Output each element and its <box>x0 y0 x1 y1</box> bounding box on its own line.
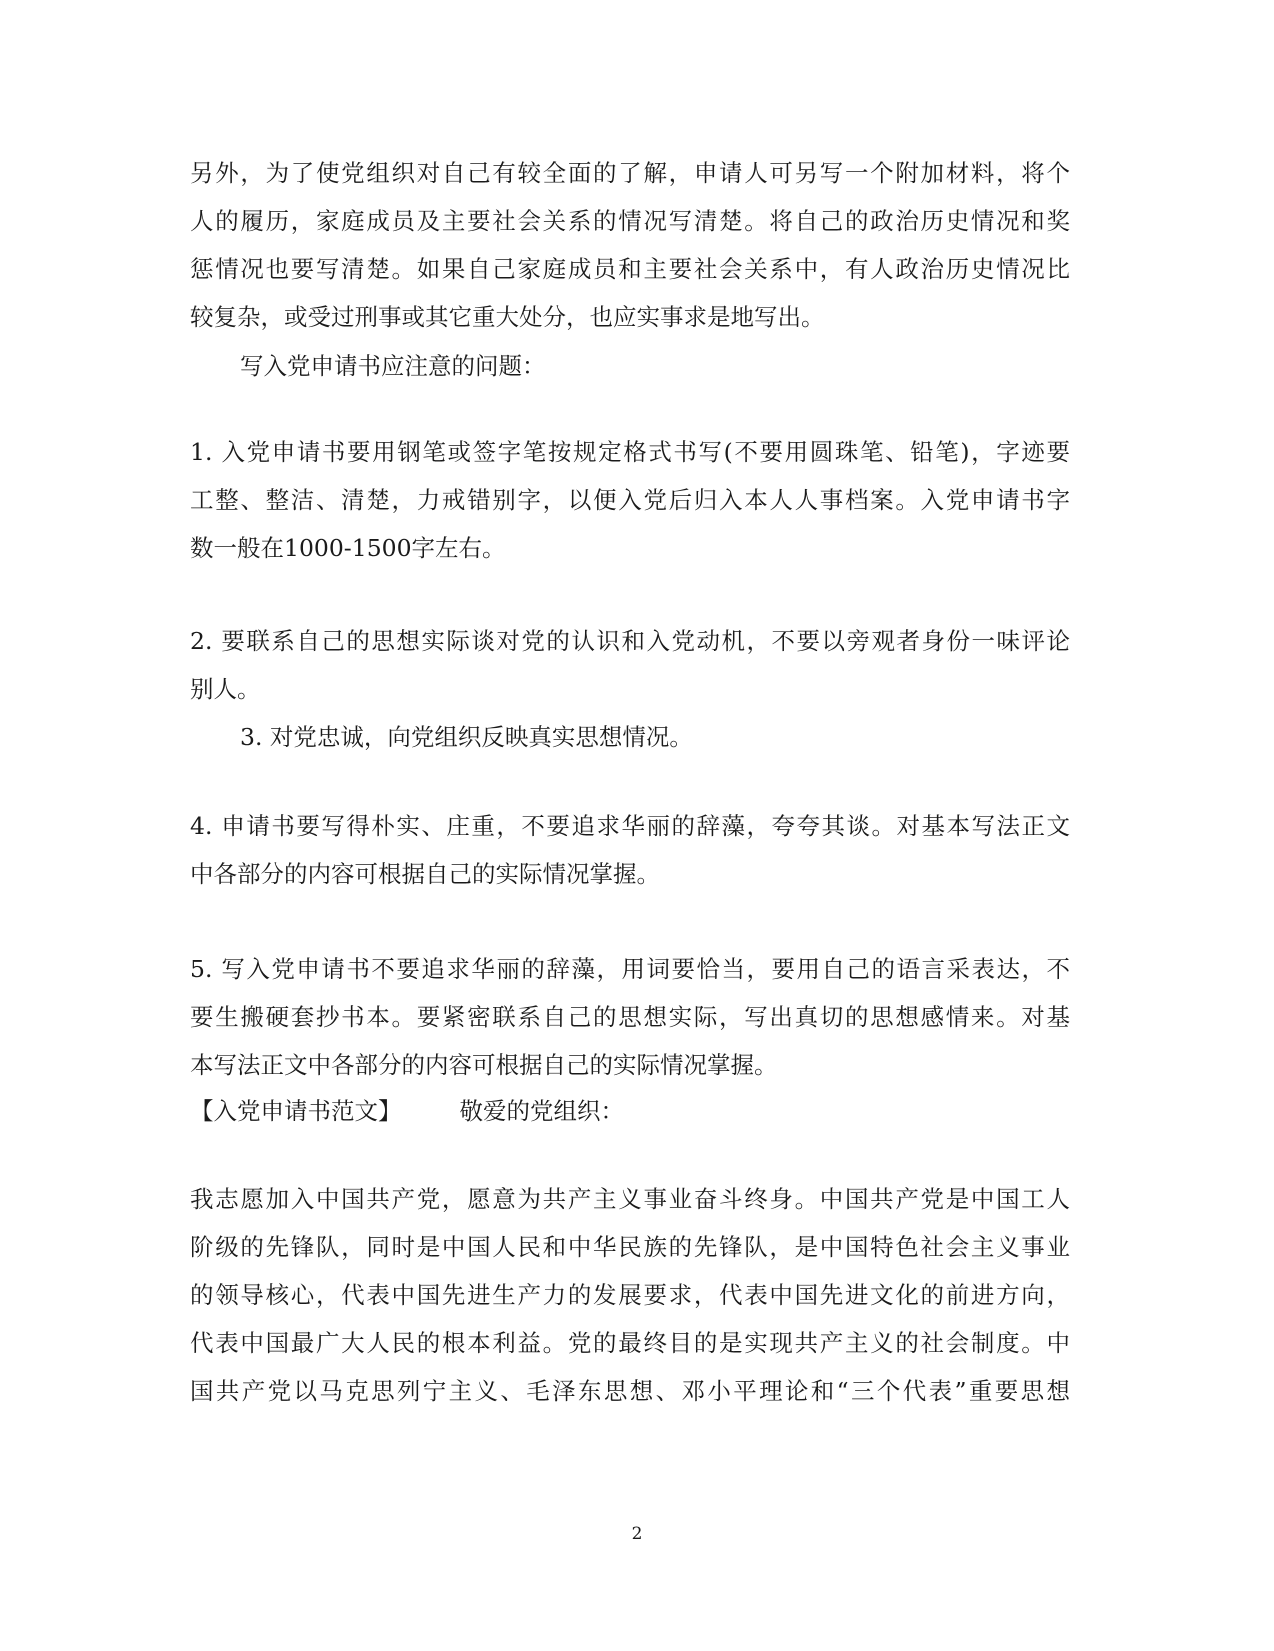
item-5-line-3: 本写法正文中各部分的内容可根据自己的实际情况掌握。 <box>190 1051 778 1079</box>
notice-heading: 写入党申请书应注意的问题： <box>240 352 546 380</box>
paragraph-1-line-2: 人的履历，家庭成员及主要社会关系的情况写清楚。将自己的政治历史情况和奖 <box>190 207 1070 235</box>
final-paragraph-line-3: 的领导核心，代表中国先进生产力的发展要求，代表中国先进文化的前进方向， <box>190 1281 1070 1309</box>
paragraph-1-line-3: 惩情况也要写清楚。如果自己家庭成员和主要社会关系中，有人政治历史情况比 <box>190 255 1070 283</box>
paragraph-1-line-4: 较复杂，或受过刑事或其它重大处分，也应实事求是地写出。 <box>190 303 825 331</box>
item-4-line-1: 4. 申请书要写得朴实、庄重，不要追求华丽的辞藻，夸夸其谈。对基本写法正文 <box>190 812 1070 840</box>
item-4-line-2: 中各部分的内容可根据自己的实际情况掌握。 <box>190 860 660 888</box>
final-paragraph-line-5: 国共产党以马克思列宁主义、毛泽东思想、邓小平理论和“三个代表”重要思想 <box>190 1377 1070 1405</box>
item-1-line-3: 数一般在1000-1500字左右。 <box>190 534 506 562</box>
final-paragraph-line-2: 阶级的先锋队，同时是中国人民和中华民族的先锋队，是中国特色社会主义事业 <box>190 1233 1070 1261</box>
item-5-line-2: 要生搬硬套抄书本。要紧密联系自己的思想实际，写出真切的思想感情来。对基 <box>190 1003 1070 1031</box>
item-1-line-1: 1. 入党申请书要用钢笔或签字笔按规定格式书写(不要用圆珠笔、铅笔)，字迹要 <box>190 438 1070 466</box>
sample-heading <box>190 1096 1070 1126</box>
page-number: 2 <box>631 1524 643 1544</box>
final-paragraph-line-4: 代表中国最广大人民的根本利益。党的最终目的是实现共产主义的社会制度。中 <box>190 1329 1070 1357</box>
salutation: 敬爱的党组织： <box>459 1097 624 1125</box>
item-2-line-1: 2. 要联系自己的思想实际谈对党的认识和入党动机，不要以旁观者身份一味评论 <box>190 627 1070 655</box>
item-3: 3. 对党忠诚，向党组织反映真实思想情况。 <box>240 723 693 751</box>
sample-label: 【入党申请书范文】 <box>190 1097 402 1125</box>
item-1-line-2: 工整、整洁、清楚，力戒错别字，以便入党后归入本人人事档案。入党申请书字 <box>190 486 1070 514</box>
paragraph-1-line-1: 另外，为了使党组织对自己有较全面的了解，申请人可另写一个附加材料，将个 <box>190 159 1070 187</box>
final-paragraph-line-1: 我志愿加入中国共产党，愿意为共产主义事业奋斗终身。中国共产党是中国工人 <box>190 1185 1070 1213</box>
item-2-line-2: 别人。 <box>190 675 261 703</box>
item-5-line-1: 5. 写入党申请书不要追求华丽的辞藻，用词要恰当，要用自己的语言采表达，不 <box>190 955 1070 983</box>
